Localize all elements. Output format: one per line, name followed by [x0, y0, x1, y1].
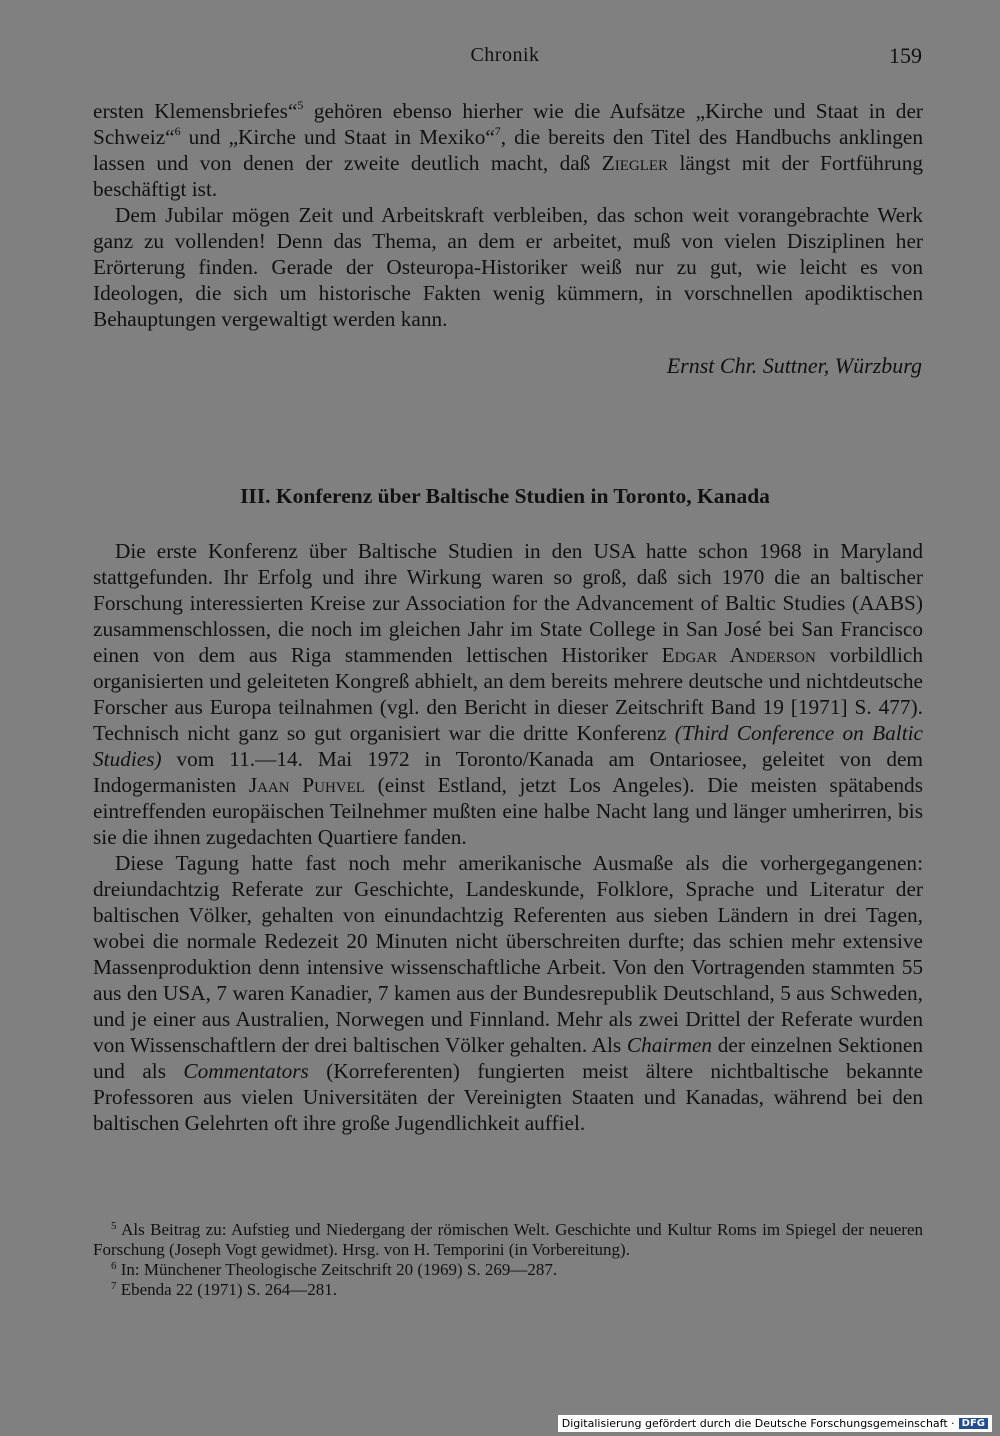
paragraph-jubilar: Dem Jubilar mögen Zeit und Arbeitskraft verbleiben, das schon weit vorangebrachte Werk ganz zu vollenden! Denn das Thema, an dem er arbeitet, muß von vielen Disziplinen her Erörterung finden. Gerade der Osteuropa-Historiker weiß nur zu gut, wie leicht es von Ideologen, die sich um historische Fakten wenig kümmern, in vorschnellen apodiktischen Behauptungen vergewaltigt werden kann. — [93, 203, 923, 331]
term-commentators: Commentators — [183, 1059, 309, 1083]
paragraph-conference-scale: Diese Tagung hatte fast noch mehr amerikanische Ausmaße als die vorhergegangenen: dreiundachtzig Referate zur Geschichte, Landeskunde, Folklore, Sprache und Literatur der baltischen Völker, gehalten von einundachtzig Referenten aus sieben Ländern in drei Tagen, wobei die normale Redezeit 20 Minuten nicht überschreiten durfte; das schien mehr extensive Massenproduktion denn intensive wissenschaftliche Arbeit. Von den Vortragenden stammten 55 aus den USA, 7 waren Kanadier, 7 kamen aus der Bundesrepublik Deutschland, 5 aus Schweden, und je einer aus Australien, Norwegen und Finnland. Mehr als zwei Drittel der Referate wurden von Wissenschaftlern der drei baltischen Völker gehalten. Als Chairmen der einzelnen Sektionen und als Commentators (Korreferenten) fungierten meist ältere nichtbaltische bekannte Professoren aus vielen Universitäten der Vereinigten Staaten und Kanadas, während bei den baltischen Gelehrten oft ihre große Jugendlichkeit auffiel. — [93, 851, 923, 1135]
running-head — [0, 44, 1000, 74]
author-signature: Ernst Chr. Suttner, Würzburg — [666, 353, 922, 378]
conference-title: (Third Conference on Baltic Studies) — [93, 721, 923, 771]
paragraph-conference-history: Die erste Konferenz über Baltische Studien in den USA hatte schon 1968 in Maryland stattgefunden. Ihr Erfolg und ihre Wirkung waren so groß, daß sich 1970 die an baltischer Forschung interessierten Kreise zur Association for the Advancement of Baltic Studies (AABS) zusammenschlossen, die noch im gleichen Jahr im State College in San José bei San Francisco einen von dem aus Riga stammenden lettischen Historiker Edgar Anderson vorbildlich organisierten und geleiteten Kongreß abhielt, an dem bereits mehrere deutsche und nichtdeutsche Forscher aus Europa teilnahmen (vgl. den Bericht in dieser Zeitschrift Band 19 [1971] S. 477). Technisch nicht ganz so gut organisiert war die dritte Konferenz (Third Conference on Baltic Studies) vom 11.—14. Mai 1972 in Toronto/Kanada am Ontariosee, geleitet von dem Indogermanisten Jaan Puhvel (einst Estland, jetzt Los Angeles). Die meisten spätabends eintreffenden europäischen Teilnehmer mußten eine halbe Nacht lang und länger umherirren, bis sie die ihnen zugedachten Quartiere fanden. — [93, 539, 923, 849]
page-number: 159 — [889, 43, 922, 68]
author-name-ziegler: Ziegler — [601, 151, 669, 175]
digitization-footer — [558, 1415, 992, 1432]
footnote-ref-5: 5 — [297, 98, 304, 112]
footnote-ref-6: 6 — [174, 124, 181, 138]
paragraph-continued: ersten Klemensbriefes“$^5$ gehören ebenso hierher wie die Aufsätze „Kirche und Staat in der Schweiz“$^6$ und „Kirche und Staat in Mexiko“$^7$, die bereits den Titel des Handbuchs anklingen lassen und von denen der zweite deutlich macht, daß Ziegler längst mit der Fortführung beschäftigt ist. — [93, 98, 923, 201]
term-chairmen: Chairmen — [626, 1033, 713, 1057]
section-body — [93, 538, 923, 1136]
footnote-6: $^6$ In: Münchener Theologische Zeitschrift 20 (1969) S. 269—287. — [111, 1260, 558, 1279]
running-title: Chronik — [470, 44, 540, 66]
footnote-7: $^7$ Ebenda 22 (1971) S. 264—281. — [111, 1280, 338, 1299]
person-name-puhvel: Jaan Puhvel — [248, 773, 365, 797]
footnote-ref-7: 7 — [494, 124, 501, 138]
footnotes — [93, 1220, 923, 1300]
footnote-5: $^5$ Als Beitrag zu: Aufstieg und Niedergang der römischen Welt. Geschichte und Kultur Roms im Spiegel der neueren Forschung (Joseph Vogt gewidmet). Hrsg. von H. Temporini (in Vorbereitung). — [93, 1220, 924, 1259]
footer-credit: Digitalisierung gefördert durch die Deutsche Forschungsgemeinschaft · — [561, 1417, 955, 1430]
person-name-anderson: Edgar Anderson — [661, 643, 816, 667]
dfg-logo: DFG — [959, 1418, 988, 1429]
top-section — [93, 98, 923, 332]
section-heading: III. Konferenz über Baltische Studien in Toronto, Kanada — [240, 484, 770, 508]
